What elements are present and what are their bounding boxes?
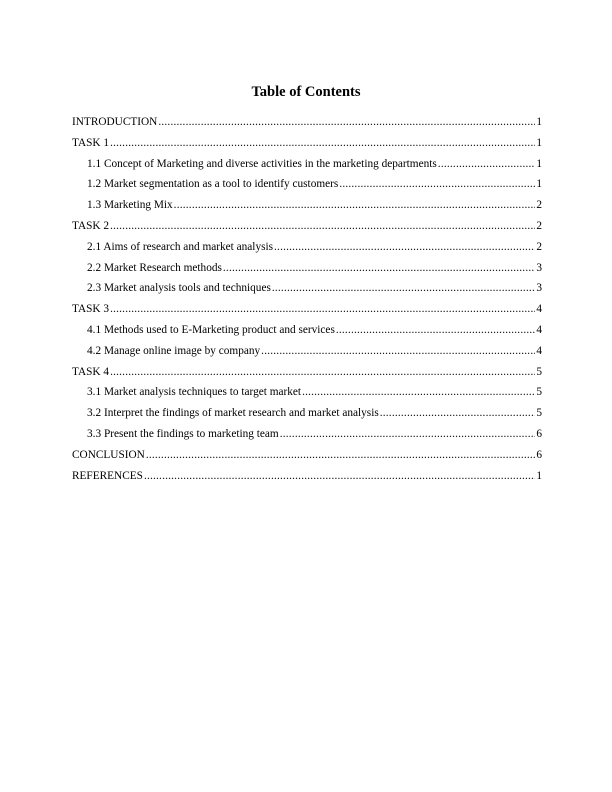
- toc-dot-leader: [302, 382, 535, 403]
- toc-page-number: 1: [536, 136, 542, 149]
- toc-dot-leader: [223, 258, 535, 279]
- toc-entry-text: 4.1 Methods used to E-Marketing product and services: [87, 323, 335, 336]
- toc-entry-1-1[interactable]: [72, 154, 542, 175]
- toc-entry-references[interactable]: [72, 466, 542, 487]
- toc-page-number: 5: [536, 386, 542, 399]
- toc-dot-leader: [261, 341, 535, 362]
- toc-entry-text: INTRODUCTION: [72, 116, 158, 128]
- toc-entry-text: 4.2 Manage online image by company: [87, 344, 261, 357]
- toc-entry-text: REFERENCES: [72, 469, 143, 482]
- toc-entry-1-3[interactable]: [72, 195, 542, 216]
- toc-entry-task-1[interactable]: [72, 133, 542, 154]
- toc-entry-task-3[interactable]: [72, 299, 542, 320]
- toc-entry-text: 3.3 Present the findings to marketing team: [87, 427, 279, 440]
- toc-entry-text: TASK 3: [72, 303, 110, 316]
- toc-page-number: 1: [536, 116, 542, 128]
- toc-dot-leader: [174, 195, 536, 216]
- toc-dot-leader: [339, 174, 535, 195]
- toc-entry-3-2[interactable]: [72, 403, 542, 424]
- toc-entry-text: 2.1 Aims of research and market analysis: [87, 240, 274, 253]
- toc-dot-leader: [336, 320, 535, 341]
- toc-entry-1-2[interactable]: [72, 174, 542, 195]
- toc-page-number: 5: [536, 407, 542, 420]
- toc-page-number: 1: [536, 178, 542, 191]
- toc-entry-text: 1.2 Market segmentation as a tool to identify customers: [87, 178, 339, 191]
- toc-page-number: 3: [536, 282, 542, 295]
- toc-entry-text: 1.1 Concept of Marketing and diverse activities in the marketing departments: [87, 157, 437, 170]
- toc-page-number: 3: [536, 261, 542, 274]
- toc-entry-text: 2.2 Market Research methods: [87, 261, 222, 274]
- toc-dot-leader: [158, 112, 535, 133]
- toc-entry-3-1[interactable]: [72, 382, 542, 403]
- toc-dot-leader: [380, 403, 536, 424]
- toc-dot-leader: [274, 237, 535, 258]
- toc-entry-task-4[interactable]: [72, 362, 542, 383]
- toc-page-number: 6: [536, 427, 542, 440]
- toc-entry-2-1[interactable]: [72, 237, 542, 258]
- toc-entry-text: TASK 1: [72, 136, 110, 149]
- toc-page-number: 4: [536, 344, 542, 357]
- toc-dot-leader: [280, 424, 536, 445]
- toc-entry-2-2[interactable]: [72, 258, 542, 279]
- toc-entry-text: TASK 2: [72, 219, 110, 232]
- toc-entry-3-3[interactable]: [72, 424, 542, 445]
- toc-page-number: 2: [536, 240, 542, 253]
- toc-entry-text: 1.3 Marketing Mix: [87, 199, 173, 212]
- toc-page-number: 6: [536, 448, 542, 461]
- toc-entry-4-2[interactable]: [72, 341, 542, 362]
- toc-page-number: 2: [536, 199, 542, 212]
- toc-list: [72, 112, 542, 486]
- toc-entry-text: 3.2 Interpret the findings of market research and market analysis: [87, 407, 379, 420]
- toc-dot-leader: [272, 278, 535, 299]
- toc-dot-leader: [110, 216, 535, 237]
- toc-entry-introduction[interactable]: [72, 112, 542, 133]
- toc-entry-text: CONCLUSION: [72, 448, 145, 461]
- toc-title: Table of Contents: [251, 84, 361, 100]
- toc-dot-leader: [110, 133, 535, 154]
- toc-entry-conclusion[interactable]: [72, 445, 542, 466]
- toc-dot-leader: [146, 445, 536, 466]
- toc-page-number: 2: [536, 219, 542, 232]
- toc-dot-leader: [144, 466, 535, 487]
- toc-dot-leader: [438, 154, 536, 175]
- toc-dot-leader: [110, 362, 535, 383]
- toc-entry-4-1[interactable]: [72, 320, 542, 341]
- toc-dot-leader: [110, 299, 535, 320]
- toc-page-number: 1: [536, 157, 542, 170]
- toc-entry-2-3[interactable]: [72, 278, 542, 299]
- toc-entry-text: 3.1 Market analysis techniques to target market: [87, 386, 302, 399]
- toc-page-number: 4: [536, 323, 542, 336]
- toc-entry-task-2[interactable]: [72, 216, 542, 237]
- toc-entry-text: TASK 4: [72, 365, 110, 378]
- toc-entry-text: 2.3 Market analysis tools and techniques: [87, 282, 271, 295]
- toc-page-number: 1: [536, 469, 542, 482]
- toc-page-number: 5: [536, 365, 542, 378]
- toc-page-number: 4: [536, 303, 542, 316]
